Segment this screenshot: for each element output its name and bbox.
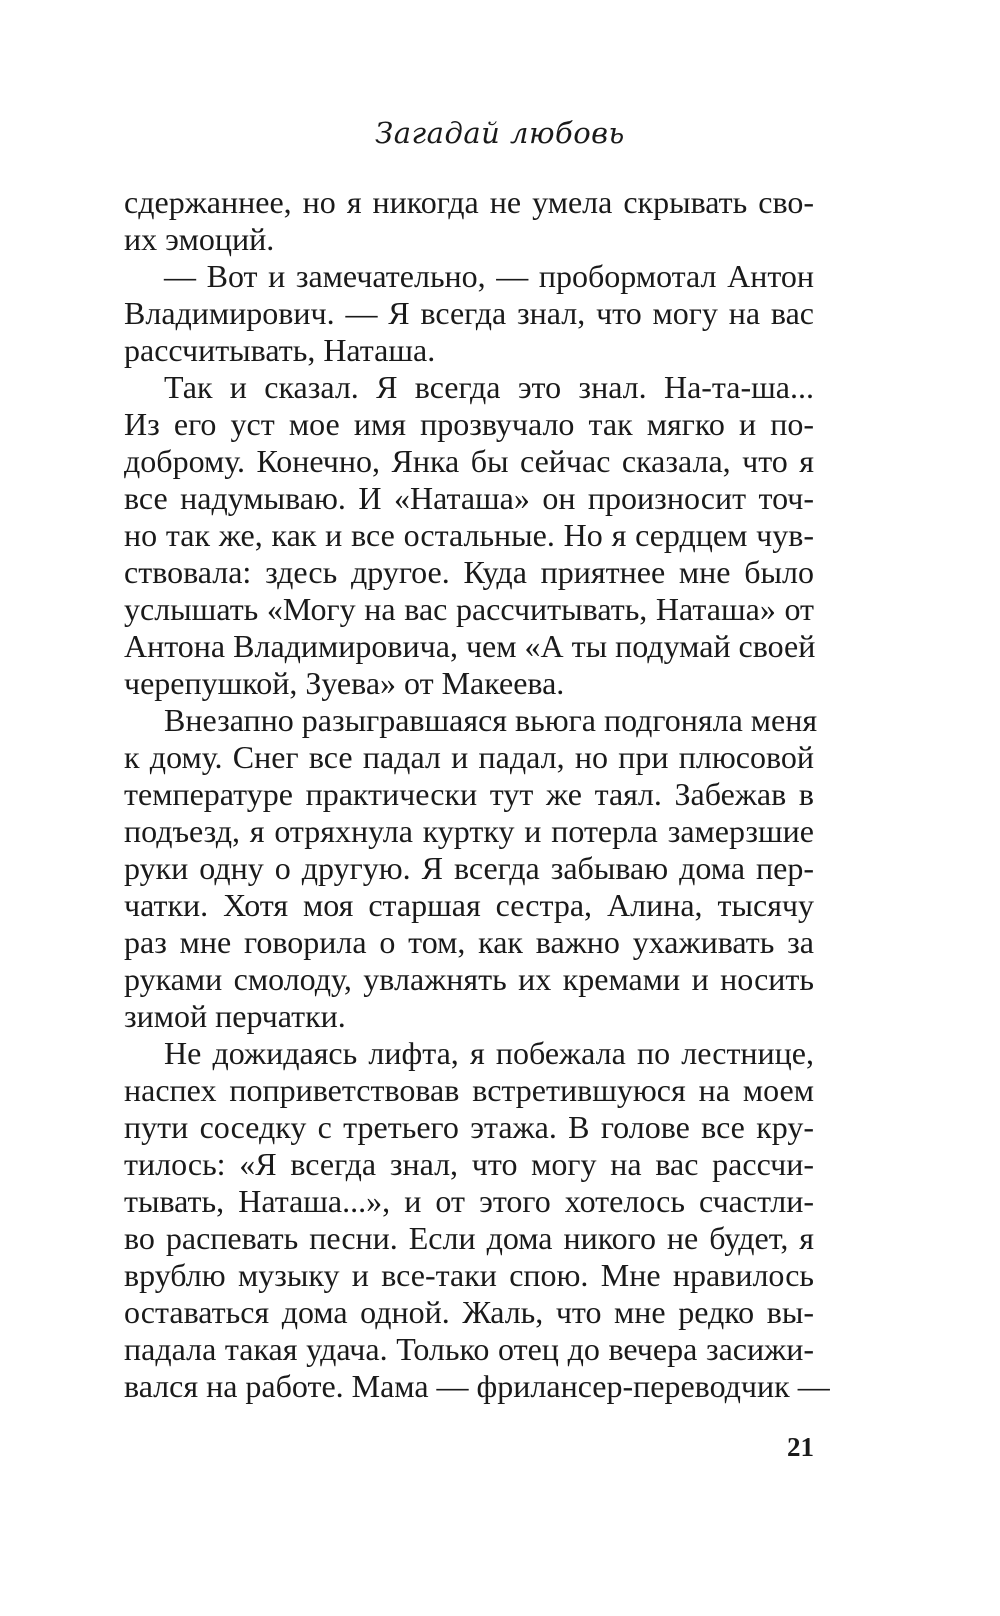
text-line: их эмоций. — [124, 221, 275, 257]
text-line: все надумываю. И «Наташа» он произносит точ- — [124, 480, 814, 516]
text-line: во распевать песни. Если дома никого не будет, я — [124, 1220, 814, 1256]
text-line: Антона Владимировича, чем «А ты подумай своей — [124, 628, 816, 664]
text-line: руки одну о другую. Я всегда забываю дома пер- — [124, 850, 814, 886]
text-line: пути соседку с третьего этажа. В голове все кру- — [124, 1109, 814, 1145]
text-line: падала такая удача. Только отец до вечера засижи- — [124, 1331, 814, 1367]
text-line: Из его уст мое имя прозвучало так мягко и по- — [124, 406, 814, 442]
text-line: тывать, Наташа...», и от этого хотелось счастли- — [124, 1183, 814, 1219]
text-line: зимой перчатки. — [124, 998, 346, 1034]
text-line: к дому. Снег все падал и падал, но при плюсовой — [124, 739, 814, 775]
text-line: ствовала: здесь другое. Куда приятнее мне было — [124, 554, 814, 590]
text-line: черепушкой, Зуева» от Макеева. — [124, 665, 565, 701]
text-line: услышать «Могу на вас рассчитывать, Наташа» от — [124, 591, 814, 627]
text-line: наспех поприветствовав встретившуюся на моем — [124, 1072, 814, 1108]
running-head-title: Загадай любовь — [375, 116, 625, 150]
page-number: 21 — [787, 1432, 814, 1462]
text-line: подъезд, я отряхнула куртку и потерла замерзшие — [124, 813, 814, 849]
text-line: тилось: «Я всегда знал, что могу на вас рассчи- — [124, 1146, 814, 1182]
text-line: Так и сказал. Я всегда это знал. На-та-ша... — [164, 369, 814, 405]
text-line: оставаться дома одной. Жаль, что мне редко вы- — [124, 1294, 814, 1330]
text-line: но так же, как и все остальные. Но я сердцем чув- — [124, 517, 814, 553]
text-line: Владимирович. — Я всегда знал, что могу на вас — [124, 295, 814, 331]
text-line: доброму. Конечно, Янка бы сейчас сказала, что я — [124, 443, 814, 479]
text-line: врублю музыку и все-таки спою. Мне нравилось — [124, 1257, 814, 1293]
text-line: рассчитывать, Наташа. — [124, 332, 436, 368]
text-line: чатки. Хотя моя старшая сестра, Алина, тысячу — [124, 887, 814, 923]
text-line: Не дожидаясь лифта, я побежала по лестнице, — [164, 1035, 814, 1071]
text-line: руками смолоду, увлажнять их кремами и носить — [124, 961, 814, 997]
body-text — [124, 184, 830, 1405]
text-line: Внезапно разыгравшаяся вьюга подгоняла меня — [164, 702, 818, 738]
text-line: температуре практически тут же таял. Забежав в — [124, 776, 814, 812]
text-line: раз мне говорила о том, как важно ухаживать за — [124, 924, 814, 960]
text-line: — Вот и замечательно, — пробормотал Антон — [164, 258, 814, 294]
text-line: вался на работе. Мама — фрилансер-переводчик — — [124, 1368, 830, 1404]
text-line: сдержаннее, но я никогда не умела скрывать сво- — [124, 184, 814, 220]
